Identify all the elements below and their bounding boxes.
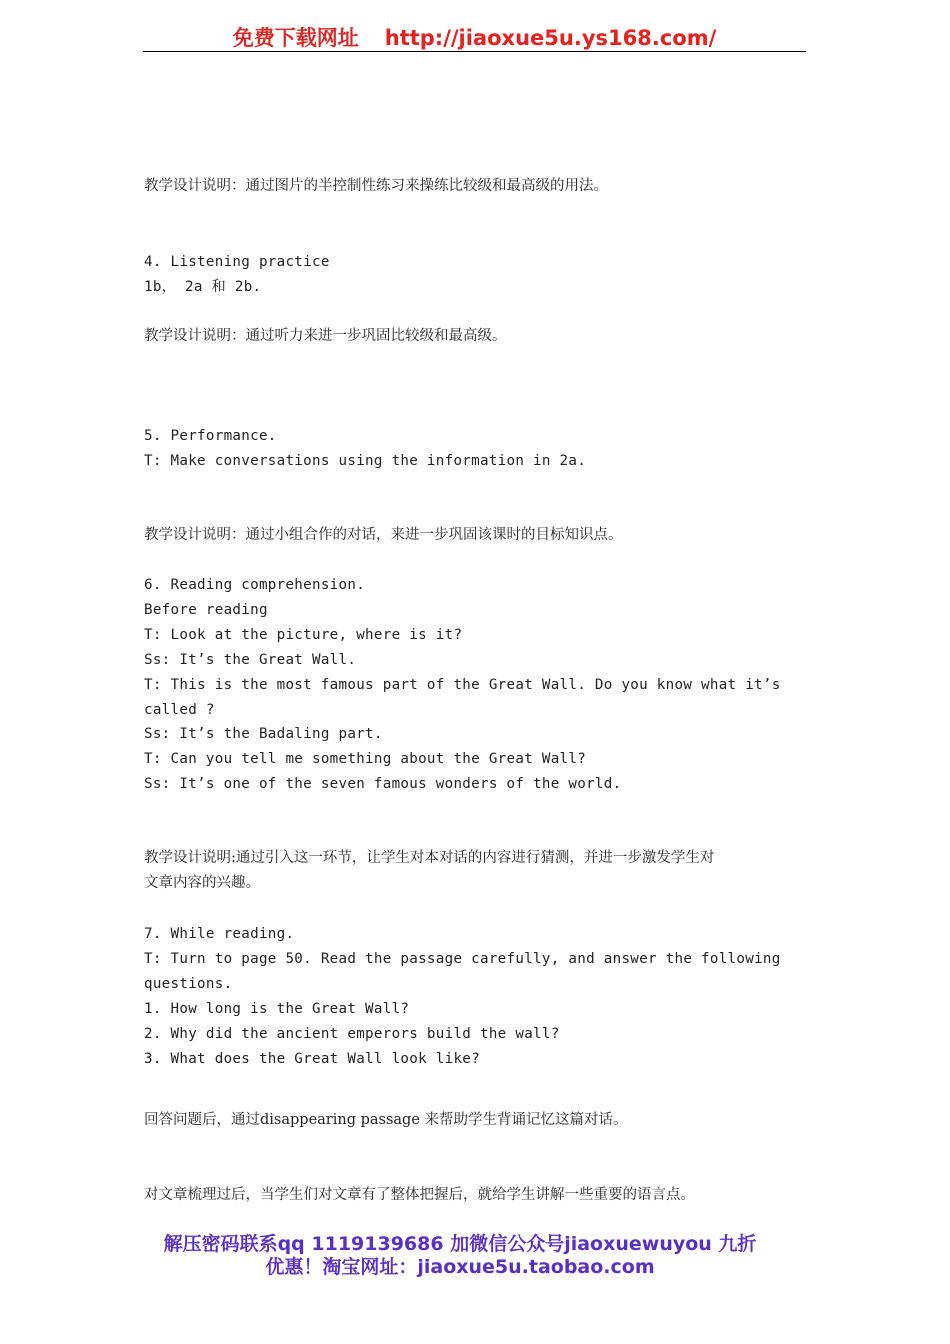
design-note-3: 教学设计说明：通过小组合作的对话，来进一步巩固该课时的目标知识点。: [144, 527, 623, 543]
listening-items: 1b， 2a 和 2b.: [144, 279, 262, 295]
header-url-link[interactable]: http://jiaoxue5u.ys168.com/: [384, 26, 717, 50]
dialogue-line: T: Can you tell me something about the Great Wall?: [144, 751, 587, 767]
section-7-heading: 7. While reading.: [144, 926, 295, 942]
dialogue-line-continued: called ?: [144, 702, 215, 718]
dialogue-line: T: Look at the picture, where is it?: [144, 627, 463, 643]
footer-contact-line: 解压密码联系qq 1119139686 加微信公众号jiaoxuewuyou 九折: [163, 1233, 757, 1255]
design-note-4-continued: 文章内容的兴趣。: [144, 875, 260, 891]
section-4-heading: 4. Listening practice: [144, 254, 330, 270]
header-banner: [143, 22, 806, 52]
dialogue-line: Ss: It’s the Badaling part.: [144, 726, 383, 742]
before-reading-label: Before reading: [144, 602, 268, 618]
dialogue-line: Ss: It’s the Great Wall.: [144, 652, 357, 668]
question-item: 1. How long is the Great Wall?: [144, 1001, 410, 1017]
design-note-4: 教学设计说明:通过引入这一环节，让学生对本对话的内容进行猜测，并进一步激发学生对: [144, 850, 715, 866]
while-reading-instruction: T: Turn to page 50. Read the passage carefully, and answer the following: [144, 951, 781, 967]
section-5-heading: 5. Performance.: [144, 428, 277, 444]
dialogue-line: T: This is the most famous part of the Great Wall. Do you know what it’s: [144, 677, 781, 693]
after-questions-note: 回答问题后，通过disappearing passage 来帮助学生背诵记忆这篇对话。: [144, 1112, 628, 1128]
language-points-note: 对文章梳理过后，当学生们对文章有了整体把握后，就给学生讲解一些重要的语言点。: [144, 1187, 695, 1203]
section-6-heading: 6. Reading comprehension.: [144, 577, 366, 593]
dialogue-line: Ss: It’s one of the seven famous wonders of the world.: [144, 776, 622, 792]
footer-shop-line: 优惠！淘宝网址：jiaoxue5u.taobao.com: [265, 1256, 655, 1278]
header-divider: [143, 51, 806, 52]
header-label: 免费下载网址: [232, 26, 359, 50]
performance-instruction: T: Make conversations using the information in 2a.: [144, 453, 587, 469]
question-item: 3. What does the Great Wall look like?: [144, 1051, 480, 1067]
while-reading-instruction-continued: questions.: [144, 976, 233, 992]
design-note-2: 教学设计说明：通过听力来进一步巩固比较级和最高级。: [144, 328, 507, 344]
question-item: 2. Why did the ancient emperors build the wall?: [144, 1026, 560, 1042]
design-note-1: 教学设计说明：通过图片的半控制性练习来操练比较级和最高级的用法。: [144, 178, 608, 194]
